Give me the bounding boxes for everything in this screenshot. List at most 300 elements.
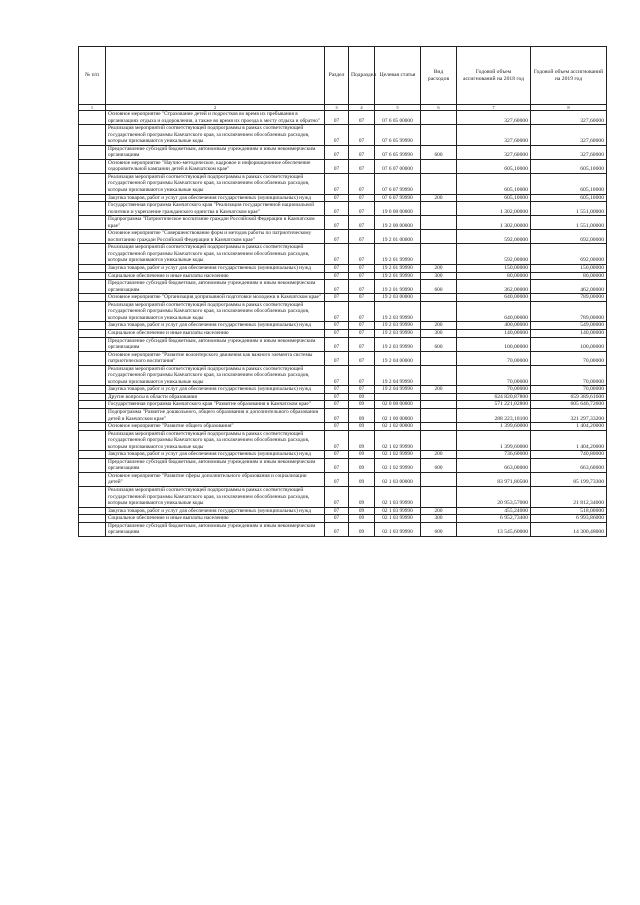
row-name-cell: Подпрограмма "Патриотическое воспитание граждан Российской Федерации в Камчатском крае" [106, 216, 325, 230]
row-subsection-cell: 07 [349, 244, 375, 265]
row-subsection-cell: 07 [349, 145, 375, 159]
row-2019-cell: 605 646,72600 [531, 401, 607, 409]
row-target-cell: 02 1 03 99990 [375, 507, 421, 515]
col-header-type: Вид расходов [421, 47, 457, 105]
table-row [79, 458, 607, 472]
row-num-cell [79, 386, 106, 394]
row-2019-cell: 1 404,20000 [531, 423, 607, 431]
row-type-cell: 200 [421, 386, 457, 394]
row-2018-cell: 288 223,18100 [457, 408, 531, 422]
row-section-cell: 07 [325, 294, 349, 302]
row-2019-cell: 327,60000 [531, 125, 607, 146]
row-2019-cell: 740,80000 [531, 451, 607, 459]
row-2019-cell: 321 297,33200 [531, 408, 607, 422]
table-row [79, 472, 607, 486]
row-num-cell [79, 216, 106, 230]
row-2018-cell: 663,00000 [457, 458, 531, 472]
row-2018-cell: 592,00000 [457, 230, 531, 244]
row-subsection-cell: 07 [349, 173, 375, 194]
row-type-cell: 200 [421, 507, 457, 515]
row-section-cell: 07 [325, 393, 349, 401]
row-name-cell: Основное мероприятие "Научно-методическое, кадровое и информационное обеспечение оздоровительной кампании детей в Камчатском крае" [106, 159, 325, 173]
row-name-cell: Реализация мероприятий соответствующей подпрограммы в рамках соответствующей государственной программы Камчатского края, за исключением обособленных расходов, которым присваиваются уникальные коды [106, 301, 325, 322]
table-row [79, 522, 607, 536]
table-row [79, 159, 607, 173]
row-section-cell: 07 [325, 458, 349, 472]
row-type-cell: 600 [421, 458, 457, 472]
row-section-cell: 07 [325, 322, 349, 330]
header-row [79, 47, 607, 105]
row-type-cell [421, 244, 457, 265]
col-header-subsection: Подраздел [349, 47, 375, 105]
row-num-cell [79, 194, 106, 202]
row-2019-cell: 789,00000 [531, 301, 607, 322]
row-type-cell: 200 [421, 194, 457, 202]
row-section-cell: 07 [325, 230, 349, 244]
row-section-cell: 07 [325, 125, 349, 146]
row-type-cell [421, 430, 457, 451]
row-num-cell [79, 125, 106, 146]
row-num-cell [79, 301, 106, 322]
row-subsection-cell: 09 [349, 515, 375, 523]
row-name-cell: Предоставление субсидий бюджетным, автономным учреждениям и иным некоммерческим организациям [106, 280, 325, 294]
row-subsection-cell: 07 [349, 265, 375, 273]
table-row [79, 272, 607, 280]
row-num-cell [79, 451, 106, 459]
row-2019-cell: 462,00000 [531, 280, 607, 294]
table-row [79, 329, 607, 337]
table-row [79, 125, 607, 146]
row-name-cell: Закупка товаров, работ и услуг для обеспечения государственных (муниципальных) нужд [106, 322, 325, 330]
row-2018-cell: 640,00000 [457, 301, 531, 322]
row-num-cell [79, 322, 106, 330]
row-name-cell: Социальное обеспечение и иные выплаты населению [106, 329, 325, 337]
row-type-cell [421, 423, 457, 431]
table-row [79, 408, 607, 422]
row-subsection-cell: 07 [349, 351, 375, 365]
row-target-cell: 19 2 01 99990 [375, 280, 421, 294]
row-section-cell: 07 [325, 408, 349, 422]
row-section-cell: 07 [325, 515, 349, 523]
row-2019-cell: 605,10000 [531, 159, 607, 173]
row-target-cell: 19 2 03 99990 [375, 337, 421, 351]
row-target-cell: 02 1 02 99990 [375, 430, 421, 451]
row-2018-cell: 20 953,57000 [457, 486, 531, 507]
row-2019-cell: 70,00000 [531, 351, 607, 365]
row-name-cell: Реализация мероприятий соответствующей подпрограммы в рамках соответствующей государственной программы Камчатского края, за исключением обособленных расходов, которым присваиваются уникальные коды [106, 244, 325, 265]
row-target-cell: 07 6 07 99990 [375, 173, 421, 194]
row-section-cell: 07 [325, 173, 349, 194]
row-num-cell [79, 111, 106, 125]
row-num-cell [79, 472, 106, 486]
table-row [79, 301, 607, 322]
row-name-cell: Государственная программа Камчатского края "Развитие образования в Камчатском крае" [106, 401, 325, 409]
row-subsection-cell: 09 [349, 393, 375, 401]
row-type-cell [421, 408, 457, 422]
index-cell: 2 [106, 105, 325, 111]
table-row [79, 111, 607, 125]
row-2018-cell: 1 302,00000 [457, 216, 531, 230]
row-num-cell [79, 507, 106, 515]
row-num-cell [79, 365, 106, 386]
row-2019-cell: 100,00000 [531, 337, 607, 351]
row-type-cell: 600 [421, 145, 457, 159]
row-name-cell: Подпрограмма "Развитие дошкольного, общего образования и дополнительного образования детей в Камчатском крае" [106, 408, 325, 422]
table-row [79, 294, 607, 302]
row-2019-cell: 605,10000 [531, 194, 607, 202]
row-name-cell: Социальное обеспечение и иные выплаты населению [106, 515, 325, 523]
row-subsection-cell: 07 [349, 337, 375, 351]
row-2018-cell: 592,00000 [457, 244, 531, 265]
row-type-cell [421, 159, 457, 173]
row-name-cell: Закупка товаров, работ и услуг для обеспечения государственных (муниципальных) нужд [106, 265, 325, 273]
row-type-cell [421, 365, 457, 386]
row-num-cell [79, 244, 106, 265]
table-row [79, 216, 607, 230]
row-2018-cell: 605,10000 [457, 194, 531, 202]
row-num-cell [79, 393, 106, 401]
row-section-cell: 07 [325, 522, 349, 536]
row-type-cell: 300 [421, 272, 457, 280]
row-subsection-cell: 09 [349, 423, 375, 431]
row-section-cell: 07 [325, 194, 349, 202]
row-target-cell: 07 6 05 99990 [375, 145, 421, 159]
row-section-cell: 07 [325, 265, 349, 273]
row-subsection-cell: 07 [349, 386, 375, 394]
row-type-cell [421, 111, 457, 125]
row-section-cell: 07 [325, 486, 349, 507]
row-subsection-cell: 07 [349, 194, 375, 202]
row-num-cell [79, 430, 106, 451]
row-2018-cell: 83 971,80500 [457, 472, 531, 486]
row-2018-cell: 571 221,02800 [457, 401, 531, 409]
row-section-cell: 07 [325, 351, 349, 365]
row-subsection-cell: 09 [349, 458, 375, 472]
row-2018-cell: 70,00000 [457, 365, 531, 386]
row-num-cell [79, 159, 106, 173]
row-section-cell: 07 [325, 365, 349, 386]
row-num-cell [79, 280, 106, 294]
row-name-cell: Основное мероприятие "Организация допризывной подготовки молодежи в Камчатском крае" [106, 294, 325, 302]
col-header-2019: Годовой объем ассигнований на 2019 год [531, 47, 607, 105]
row-target-cell: 02 1 03 99990 [375, 522, 421, 536]
table-row [79, 194, 607, 202]
row-subsection-cell: 07 [349, 159, 375, 173]
row-target-cell: 19 2 03 99990 [375, 329, 421, 337]
row-subsection-cell: 07 [349, 301, 375, 322]
index-cell: 1 [79, 105, 106, 111]
index-cell: 6 [421, 105, 457, 111]
row-subsection-cell: 09 [349, 486, 375, 507]
row-2019-cell: 692,00000 [531, 244, 607, 265]
row-type-cell [421, 216, 457, 230]
row-2018-cell: 400,00000 [457, 322, 531, 330]
row-2018-cell: 100,00000 [457, 337, 531, 351]
row-target-cell: 19 2 03 00000 [375, 294, 421, 302]
row-name-cell: Предоставление субсидий бюджетным, автономным учреждениям и иным некоммерческим организациям [106, 458, 325, 472]
table-row [79, 337, 607, 351]
row-section-cell: 07 [325, 159, 349, 173]
row-num-cell [79, 202, 106, 216]
row-num-cell [79, 145, 106, 159]
row-name-cell: Реализация мероприятий соответствующей подпрограммы в рамках соответствующей государственной программы Камчатского края, за исключением обособленных расходов, которым присваиваются уникальные коды [106, 125, 325, 146]
row-type-cell: 600 [421, 280, 457, 294]
row-name-cell: Социальное обеспечение и иные выплаты населению [106, 272, 325, 280]
row-target-cell: 19 2 04 99990 [375, 365, 421, 386]
row-type-cell: 200 [421, 451, 457, 459]
row-2019-cell: 327,60000 [531, 145, 607, 159]
row-target-cell: 02 1 02 00000 [375, 423, 421, 431]
row-type-cell [421, 401, 457, 409]
row-name-cell: Закупка товаров, работ и услуг для обеспечения государственных (муниципальных) нужд [106, 507, 325, 515]
row-2018-cell: 327,60000 [457, 111, 531, 125]
row-2018-cell: 455,24000 [457, 507, 531, 515]
table-row [79, 202, 607, 216]
row-subsection-cell: 07 [349, 329, 375, 337]
table-row [79, 230, 607, 244]
row-num-cell [79, 337, 106, 351]
row-target-cell: 02 1 03 99990 [375, 486, 421, 507]
row-name-cell: Основное мероприятие "Развитие волонтерского движения как важного элемента системы патриотического воспитания" [106, 351, 325, 365]
row-target-cell: 02 1 00 00000 [375, 408, 421, 422]
budget-table [78, 46, 607, 537]
row-num-cell [79, 294, 106, 302]
row-type-cell: 600 [421, 337, 457, 351]
row-type-cell [421, 393, 457, 401]
row-name-cell: Закупка товаров, работ и услуг для обеспечения государственных (муниципальных) нужд [106, 386, 325, 394]
row-section-cell: 07 [325, 386, 349, 394]
col-header-section: Раздел [325, 47, 349, 105]
row-num-cell [79, 522, 106, 536]
table-row [79, 145, 607, 159]
row-target-cell: 19 2 04 00000 [375, 351, 421, 365]
row-subsection-cell: 09 [349, 472, 375, 486]
index-cell: 8 [531, 105, 607, 111]
table-row [79, 386, 607, 394]
row-2018-cell: 80,00000 [457, 272, 531, 280]
row-subsection-cell: 07 [349, 294, 375, 302]
col-header-num: № п/п [79, 47, 106, 105]
table-row [79, 515, 607, 523]
row-2019-cell: 80,00000 [531, 272, 607, 280]
row-2018-cell: 640,00000 [457, 294, 531, 302]
row-name-cell: Основное мероприятие "Совершенствование форм и методов работы по патриотическому воспитанию граждан Российской Федерации в Камчатском крае" [106, 230, 325, 244]
row-2019-cell: 692,00000 [531, 230, 607, 244]
row-subsection-cell: 07 [349, 365, 375, 386]
row-target-cell: 07 6 05 99990 [375, 125, 421, 146]
row-type-cell [421, 125, 457, 146]
table-row [79, 173, 607, 194]
row-target-cell: 19 2 03 99990 [375, 322, 421, 330]
row-2018-cell: 70,00000 [457, 351, 531, 365]
row-type-cell [421, 294, 457, 302]
row-target-cell: 07 6 07 99990 [375, 194, 421, 202]
row-target-cell: 02 1 03 99990 [375, 515, 421, 523]
row-target-cell: 02 1 03 00000 [375, 472, 421, 486]
row-type-cell [421, 472, 457, 486]
row-2019-cell: 21 812,34000 [531, 486, 607, 507]
table-row [79, 265, 607, 273]
row-2018-cell: 1 399,60000 [457, 430, 531, 451]
index-cell: 5 [375, 105, 421, 111]
row-num-cell [79, 329, 106, 337]
row-num-cell [79, 515, 106, 523]
row-2018-cell: 1 302,00000 [457, 202, 531, 216]
row-target-cell: 19 2 01 99990 [375, 272, 421, 280]
row-subsection-cell: 07 [349, 125, 375, 146]
row-num-cell [79, 423, 106, 431]
row-name-cell: Основное мероприятие "Страхование детей и подростков во время их пребывания в организациях отдыха и оздоровления, а также во время их проезда к месту отдыха и обратно" [106, 111, 325, 125]
row-subsection-cell: 09 [349, 522, 375, 536]
row-2019-cell: 605,10000 [531, 173, 607, 194]
row-2019-cell: 70,00000 [531, 386, 607, 394]
row-subsection-cell: 07 [349, 280, 375, 294]
row-subsection-cell: 09 [349, 408, 375, 422]
row-2019-cell: 85 199,73300 [531, 472, 607, 486]
row-subsection-cell: 09 [349, 451, 375, 459]
row-name-cell: Основное мероприятие "Развитие сферы дополнительного образования и социализации детей" [106, 472, 325, 486]
table-row [79, 393, 607, 401]
row-2019-cell: 70,00000 [531, 365, 607, 386]
row-2018-cell: 150,00000 [457, 265, 531, 273]
table-body [79, 111, 607, 537]
row-2018-cell: 605,10000 [457, 159, 531, 173]
row-2018-cell: 13 545,60000 [457, 522, 531, 536]
row-section-cell: 07 [325, 111, 349, 125]
row-2018-cell: 6 952,73400 [457, 515, 531, 523]
row-num-cell [79, 486, 106, 507]
index-cell: 4 [349, 105, 375, 111]
row-type-cell [421, 230, 457, 244]
table-row [79, 351, 607, 365]
row-section-cell: 07 [325, 145, 349, 159]
row-target-cell: 19 2 00 00000 [375, 216, 421, 230]
row-subsection-cell: 07 [349, 111, 375, 125]
col-header-name [106, 47, 325, 105]
row-num-cell [79, 272, 106, 280]
index-cell: 3 [325, 105, 349, 111]
row-2019-cell: 140,00000 [531, 329, 607, 337]
row-section-cell: 07 [325, 272, 349, 280]
row-2019-cell: 327,60000 [531, 111, 607, 125]
row-name-cell: Основное мероприятие "Развитие общего образования" [106, 423, 325, 431]
row-section-cell: 07 [325, 216, 349, 230]
row-2019-cell: 518,00000 [531, 507, 607, 515]
row-2018-cell: 736,60000 [457, 451, 531, 459]
row-section-cell: 07 [325, 244, 349, 265]
row-section-cell: 07 [325, 401, 349, 409]
row-num-cell [79, 401, 106, 409]
row-name-cell: Закупка товаров, работ и услуг для обеспечения государственных (муниципальных) нужд [106, 451, 325, 459]
row-num-cell [79, 351, 106, 365]
row-target-cell: 02 0 00 00000 [375, 401, 421, 409]
row-num-cell [79, 230, 106, 244]
table-row [79, 430, 607, 451]
row-section-cell: 07 [325, 280, 349, 294]
row-target-cell: 19 2 03 99990 [375, 301, 421, 322]
row-section-cell: 07 [325, 202, 349, 216]
col-header-2018: Годовой объем ассигнований на 2018 год [457, 47, 531, 105]
table-row [79, 401, 607, 409]
row-name-cell: Реализация мероприятий соответствующей подпрограммы в рамках соответствующей государственной программы Камчатского края, за исключением обособленных расходов, которым присваиваются уникальные коды [106, 430, 325, 451]
row-name-cell: Другие вопросы в области образования [106, 393, 325, 401]
row-2018-cell: 624 820,87800 [457, 393, 531, 401]
row-name-cell: Реализация мероприятий соответствующей подпрограммы в рамках соответствующей государственной программы Камчатского края, за исключением обособленных расходов, которым присваиваются уникальные коды [106, 486, 325, 507]
row-num-cell [79, 173, 106, 194]
row-type-cell: 200 [421, 322, 457, 330]
row-2018-cell: 362,00000 [457, 280, 531, 294]
row-type-cell: 300 [421, 329, 457, 337]
row-type-cell [421, 351, 457, 365]
row-section-cell: 07 [325, 301, 349, 322]
row-section-cell: 07 [325, 451, 349, 459]
row-target-cell: 19 2 01 99990 [375, 244, 421, 265]
row-2018-cell: 140,00000 [457, 329, 531, 337]
row-subsection-cell: 07 [349, 322, 375, 330]
table-row [79, 244, 607, 265]
row-section-cell: 07 [325, 337, 349, 351]
row-2019-cell: 659 389,61600 [531, 393, 607, 401]
row-section-cell: 07 [325, 329, 349, 337]
row-name-cell: Предоставление субсидий бюджетным, автономным учреждениям и иным некоммерческим организациям [106, 522, 325, 536]
table-row [79, 280, 607, 294]
row-type-cell [421, 173, 457, 194]
row-2019-cell: 789,00000 [531, 294, 607, 302]
row-2019-cell: 150,00000 [531, 265, 607, 273]
row-name-cell: Предоставление субсидий бюджетным, автономным учреждениям и иным некоммерческим организациям [106, 145, 325, 159]
row-2019-cell: 1 551,00000 [531, 202, 607, 216]
row-subsection-cell: 09 [349, 507, 375, 515]
row-target-cell [375, 393, 421, 401]
index-cell: 7 [457, 105, 531, 111]
row-section-cell: 07 [325, 430, 349, 451]
row-2018-cell: 327,60000 [457, 145, 531, 159]
row-name-cell: Реализация мероприятий соответствующей подпрограммы в рамках соответствующей государственной программы Камчатского края, за исключением обособленных расходов, которым присваиваются уникальные коды [106, 365, 325, 386]
row-section-cell: 07 [325, 472, 349, 486]
row-target-cell: 19 2 04 99990 [375, 386, 421, 394]
row-2019-cell: 6 993,86000 [531, 515, 607, 523]
table-row [79, 451, 607, 459]
row-2019-cell: 14 300,48000 [531, 522, 607, 536]
table-row [79, 322, 607, 330]
row-target-cell: 02 1 02 99990 [375, 458, 421, 472]
row-2019-cell: 1 551,00000 [531, 216, 607, 230]
row-name-cell: Реализация мероприятий соответствующей подпрограммы в рамках соответствующей государственной программы Камчатского края, за исключением обособленных расходов, которым присваиваются уникальные коды [106, 173, 325, 194]
row-target-cell: 07 6 05 00000 [375, 111, 421, 125]
row-section-cell: 07 [325, 507, 349, 515]
row-name-cell: Предоставление субсидий бюджетным, автономным учреждениям и иным некоммерческим организациям [106, 337, 325, 351]
row-type-cell: 200 [421, 265, 457, 273]
row-subsection-cell: 09 [349, 401, 375, 409]
row-2019-cell: 549,00000 [531, 322, 607, 330]
table-row [79, 423, 607, 431]
row-subsection-cell: 07 [349, 202, 375, 216]
row-2019-cell: 1 404,20000 [531, 430, 607, 451]
row-num-cell [79, 408, 106, 422]
table-row [79, 486, 607, 507]
row-target-cell: 19 2 01 99990 [375, 265, 421, 273]
row-2018-cell: 70,00000 [457, 386, 531, 394]
row-name-cell: Государственная программа Камчатского края "Реализация государственной национальной политики и укрепление гражданского единства в Камчатском крае" [106, 202, 325, 216]
row-subsection-cell: 07 [349, 216, 375, 230]
row-target-cell: 02 1 02 99990 [375, 451, 421, 459]
row-num-cell [79, 458, 106, 472]
row-type-cell: 300 [421, 515, 457, 523]
col-header-target: Целевая статья [375, 47, 421, 105]
table-row [79, 507, 607, 515]
row-target-cell: 07 6 07 00000 [375, 159, 421, 173]
row-section-cell: 07 [325, 423, 349, 431]
